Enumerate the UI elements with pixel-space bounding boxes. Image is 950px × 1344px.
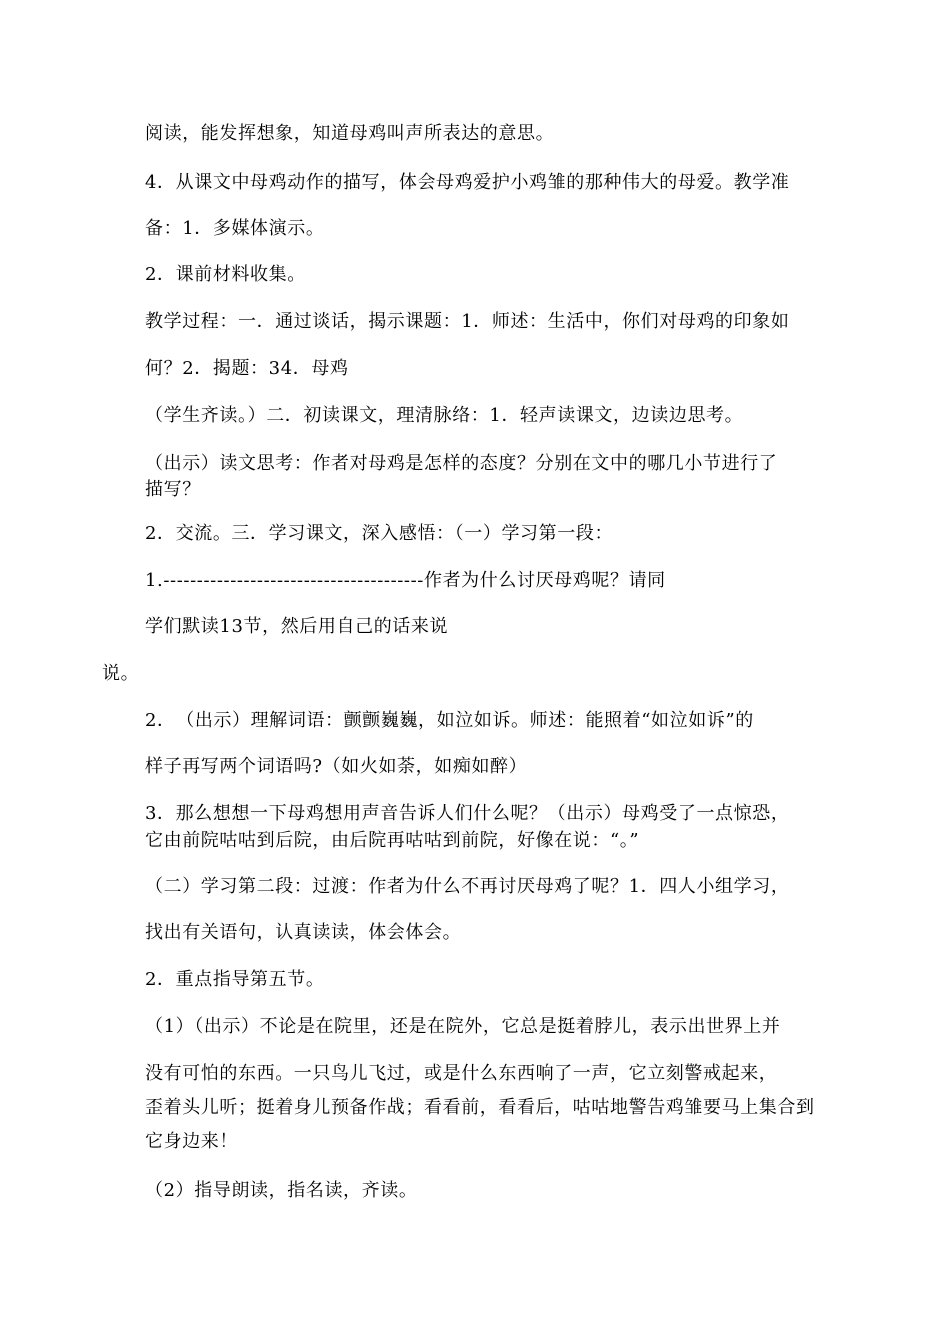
text-line: 2．交流。三．学习课文，深入感悟：（一）学习第一段： — [145, 523, 614, 544]
text-line: 它由前院咕咕到后院，由后院再咕咕到前院，好像在说：“。” — [145, 830, 640, 851]
text-line: （二）学习第二段：过渡：作者为什么不再讨厌母鸡了呢？1．四人小组学习， — [145, 876, 790, 897]
text-line: （1）（出示）不论是在院里，还是在院外，它总是挺着脖儿，表示出世界上并 — [145, 1016, 781, 1037]
text-line: 3．那么想想一下母鸡想用声音告诉人们什么呢？（出示）母鸡受了一点惊恐， — [145, 803, 790, 824]
text-line: 2． （出示）理解词语：颤颤巍巍，如泣如诉。师述：能照着“如泣如诉”的 — [145, 710, 754, 731]
text-line: 描写？ — [145, 479, 201, 500]
text-line: 何？2．揭题：34．母鸡 — [145, 358, 349, 379]
text-line: 教学过程：一．通过谈话，揭示课题：1．师述：生活中，你们对母鸡的印象如 — [145, 311, 790, 332]
text-line: 样子再写两个词语吗?（如火如荼，如痴如醉） — [145, 756, 528, 777]
text-line: 歪着头儿听；挺着身儿预备作战；看看前，看看后，咕咕地警告鸡雏要马上集合到 — [145, 1097, 815, 1118]
text-line: （2）指导朗读，指名读，齐读。 — [145, 1180, 418, 1201]
text-line: 它身边来！ — [145, 1131, 238, 1152]
text-line: 没有可怕的东西。一只鸟儿飞过，或是什么东西响了一声，它立刻警戒起来， — [145, 1063, 778, 1084]
text-line: 说。 — [102, 663, 140, 684]
text-line: （出示）读文思考：作者对母鸡是怎样的态度？分别在文中的哪几小节进行了 — [145, 453, 778, 474]
text-line: 找出有关语句，认真读读，体会体会。 — [145, 922, 462, 943]
text-line: 备：1．多媒体演示。 — [145, 218, 325, 239]
text-line: 学们默读13节，然后用自己的话来说 — [145, 616, 449, 637]
text-line: 2．重点指导第五节。 — [145, 969, 325, 990]
text-line: 2．课前材料收集。 — [145, 264, 306, 285]
text-line: 1.---------------------------------------作者为什么讨厌母鸡呢？请同 — [145, 570, 666, 591]
text-line: 4．从课文中母鸡动作的描写，体会母鸡爱护小鸡雏的那种伟大的母爱。教学准 — [145, 172, 790, 193]
text-line: 阅读，能发挥想象，知道母鸡叫声所表达的意思。 — [145, 123, 555, 144]
text-line: （学生齐读。）二．初读课文，理清脉络：1．轻声读课文，边读边思考。 — [145, 405, 744, 426]
